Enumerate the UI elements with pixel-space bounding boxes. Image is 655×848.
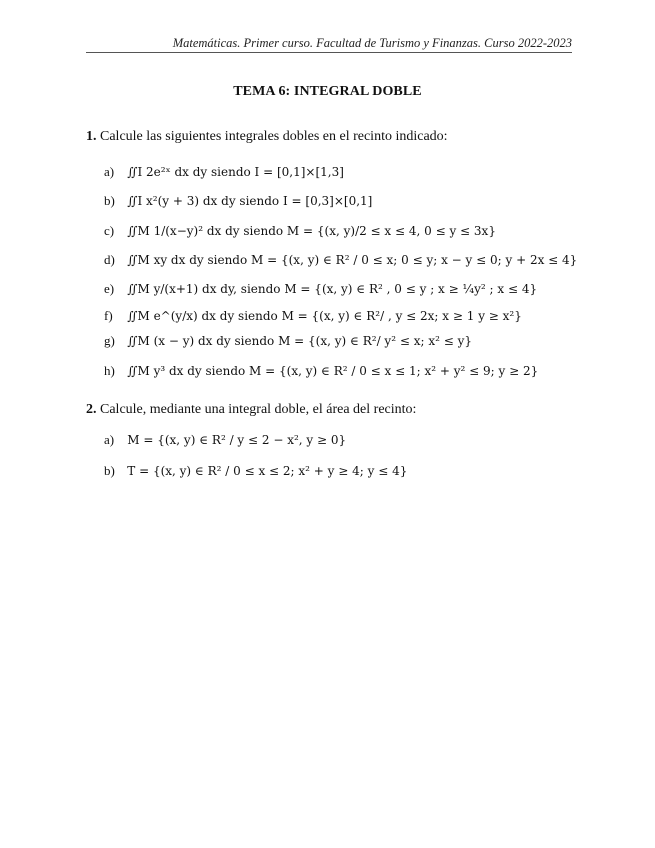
item-expression: ∬M 1/(x−y)² dx dy siendo M = {(x, y)/2 ≤ x ≤ 4, 0 ≤ y ≤ 3x} (127, 224, 496, 238)
item-expression: ∬M y/(x+1) dx dy, siendo M = {(x, y) ∈ R² , 0 ≤ y ; x ≥ ¼y² ; x ≤ 4} (127, 282, 538, 296)
exercise-item (104, 281, 537, 297)
exercise-item (104, 432, 346, 448)
exercise-item (104, 164, 344, 180)
item-label: b) (104, 193, 115, 208)
item-label: g) (104, 333, 115, 348)
question-2 (86, 402, 416, 418)
exercise-item (104, 333, 472, 349)
exercise-item (104, 363, 538, 379)
page-title: TEMA 6: INTEGRAL DOBLE (233, 84, 422, 99)
item-expression: ∬I 2e²ˣ dx dy siendo I = [0,1]×[1,3] (127, 165, 344, 179)
header-rule (86, 52, 572, 53)
item-label: e) (104, 281, 115, 296)
item-expression: ∬M y³ dx dy siendo M = {(x, y) ∈ R² / 0 ≤ x ≤ 1; x² + y² ≤ 9; y ≥ 2} (127, 364, 539, 378)
item-label: h) (104, 363, 115, 378)
question-text: Calcule, mediante una integral doble, el área del recinto: (100, 402, 417, 417)
item-expression: ∬M xy dx dy siendo M = {(x, y) ∈ R² / 0 ≤ x; 0 ≤ y; x − y ≤ 0; y + 2x ≤ 4} (127, 253, 578, 267)
item-label: f) (104, 308, 113, 323)
page-header: Matemáticas. Primer curso. Facultad de Turismo y Finanzas. Curso 2022-2023 (172, 36, 572, 50)
item-label: c) (104, 223, 115, 238)
exercise-item (104, 252, 577, 268)
item-label: b) (104, 463, 115, 478)
question-number: 1. (86, 129, 97, 144)
item-label: a) (104, 164, 115, 179)
item-label: a) (104, 432, 115, 447)
question-text: Calcule las siguientes integrales dobles en el recinto indicado: (100, 129, 448, 144)
question-number: 2. (86, 402, 97, 417)
item-expression: ∬I x²(y + 3) dx dy siendo I = [0,3]×[0,1] (127, 194, 373, 208)
item-expression: ∬M e^(y/x) dx dy siendo M = {(x, y) ∈ R²/ , y ≤ 2x; x ≥ 1 y ≥ x²} (127, 309, 522, 323)
exercise-item (104, 463, 407, 479)
exercise-item (104, 308, 522, 324)
item-expression: T = {(x, y) ∈ R² / 0 ≤ x ≤ 2; x² + y ≥ 4; y ≤ 4} (127, 464, 408, 478)
item-expression: ∬M (x − y) dx dy siendo M = {(x, y) ∈ R²/ y² ≤ x; x² ≤ y} (127, 334, 472, 348)
exercise-item (104, 193, 372, 209)
item-label: d) (104, 252, 115, 267)
exercise-item (104, 223, 496, 239)
question-1 (86, 129, 448, 145)
item-expression: M = {(x, y) ∈ R² / y ≤ 2 − x², y ≥ 0} (127, 433, 347, 447)
